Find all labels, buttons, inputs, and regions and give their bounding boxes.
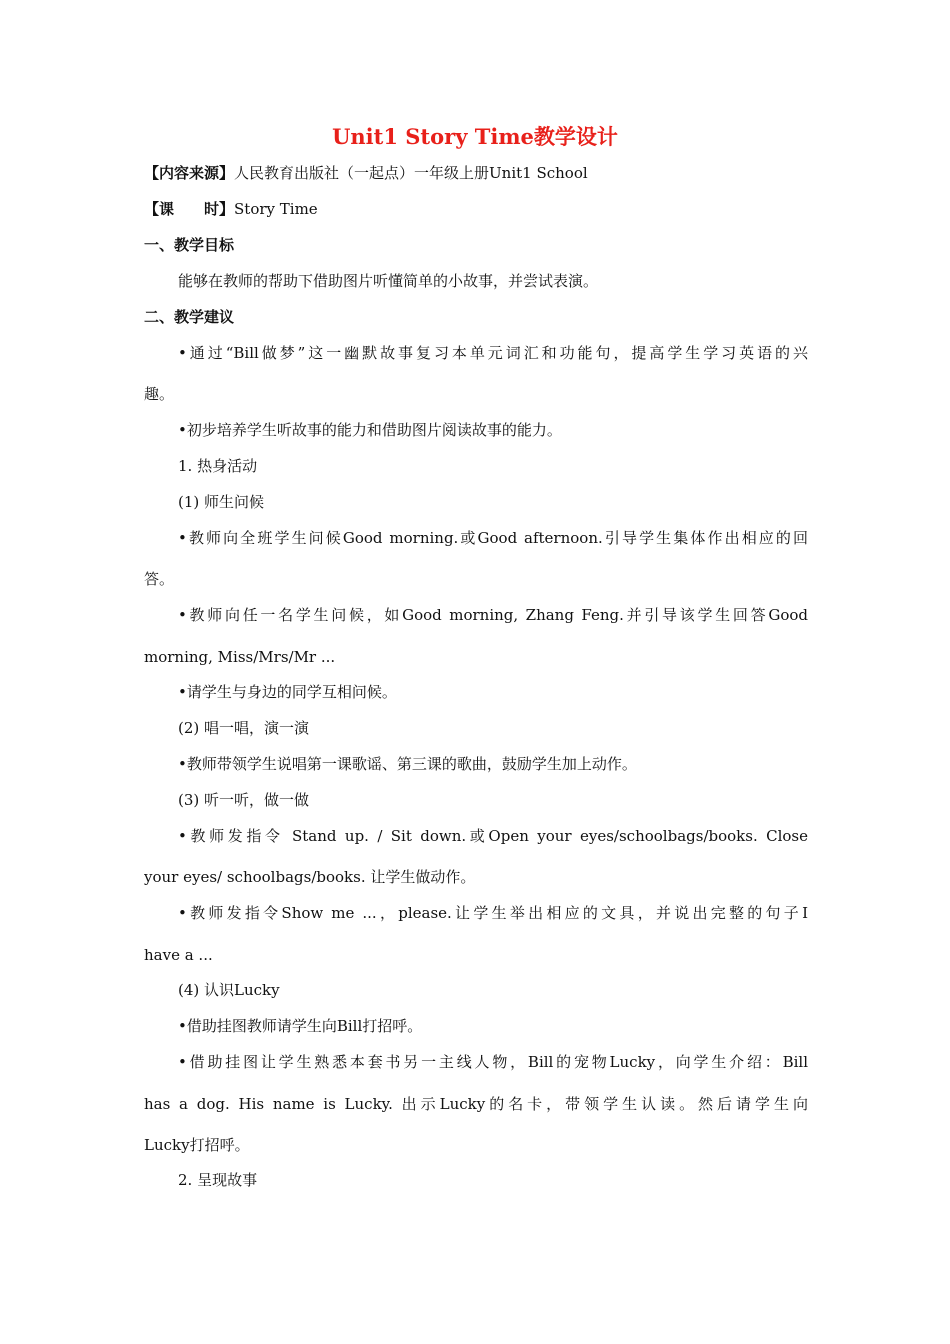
content-source-line <box>144 162 808 184</box>
bullet-item: •借助挂图让学生熟悉本套书另一主线人物，Bill的宠物Lucky，向学生介绍：Bill <box>178 1053 808 1071</box>
paragraph-continuation: Lucky打招呼。 <box>144 1136 250 1154</box>
subheading-warmup: 1. 热身活动 <box>178 457 258 475</box>
paragraph-continuation: has a dog. His name is Lucky. 出示Lucky的名卡，带领学生认读。然后请学生向 <box>144 1095 808 1113</box>
bullet-item: •请学生与身边的同学互相问候。 <box>178 683 397 701</box>
paragraph-continuation: 趣。 <box>144 385 175 403</box>
content-source-value: 人民教育出版社（一起点）一年级上册Unit1 School <box>234 164 588 182</box>
bullet-item: •教师向任一名学生问候，如Good morning, Zhang Feng.并引导该学生回答Good <box>178 606 808 624</box>
bullet-item: •教师发指令Show me ...，please.让学生举出相应的文具，并说出完整的句子I <box>178 904 808 922</box>
class-period-value: Story Time <box>234 200 318 218</box>
document-title: Unit1 Story Time教学设计 <box>332 124 618 149</box>
paragraph: 能够在教师的帮助下借助图片听懂简单的小故事，并尝试表演。 <box>178 272 599 290</box>
bullet-item: •教师向全班学生问候Good morning.或Good afternoon.引导学生集体作出相应的回 <box>178 529 808 547</box>
bullet-item: •初步培养学生听故事的能力和借助图片阅读故事的能力。 <box>178 421 562 439</box>
subheading-meet-lucky: (4) 认识Lucky <box>178 981 280 999</box>
section-heading-suggestions: 二、教学建议 <box>144 308 235 326</box>
bullet-item: •教师发指令 Stand up. / Sit down.或Open your eyes/schoolbags/books. Close <box>178 827 808 845</box>
paragraph-continuation: morning, Miss/Mrs/Mr ... <box>144 648 336 666</box>
class-period-label: 【课 时】 <box>144 200 235 218</box>
paragraph-continuation: your eyes/ schoolbags/books. 让学生做动作。 <box>144 868 476 886</box>
subheading-listen-do: (3) 听一听，做一做 <box>178 791 310 809</box>
subheading-greeting: (1) 师生问候 <box>178 493 265 511</box>
subheading-sing-act: (2) 唱一唱，演一演 <box>178 719 310 737</box>
section-heading-objectives: 一、教学目标 <box>144 236 235 254</box>
bullet-item: •借助挂图教师请学生向Bill打招呼。 <box>178 1017 423 1035</box>
content-source-label: 【内容来源】 <box>144 164 235 182</box>
paragraph-continuation: have a ... <box>144 946 213 964</box>
class-period-line <box>144 198 808 220</box>
bullet-item: •教师带领学生说唱第一课歌谣、第三课的歌曲，鼓励学生加上动作。 <box>178 755 637 773</box>
bullet-item: •通过“Bill做梦”这一幽默故事复习本单元词汇和功能句，提高学生学习英语的兴 <box>178 344 808 362</box>
paragraph-continuation: 答。 <box>144 570 175 588</box>
subheading-present-story: 2. 呈现故事 <box>178 1171 258 1189</box>
